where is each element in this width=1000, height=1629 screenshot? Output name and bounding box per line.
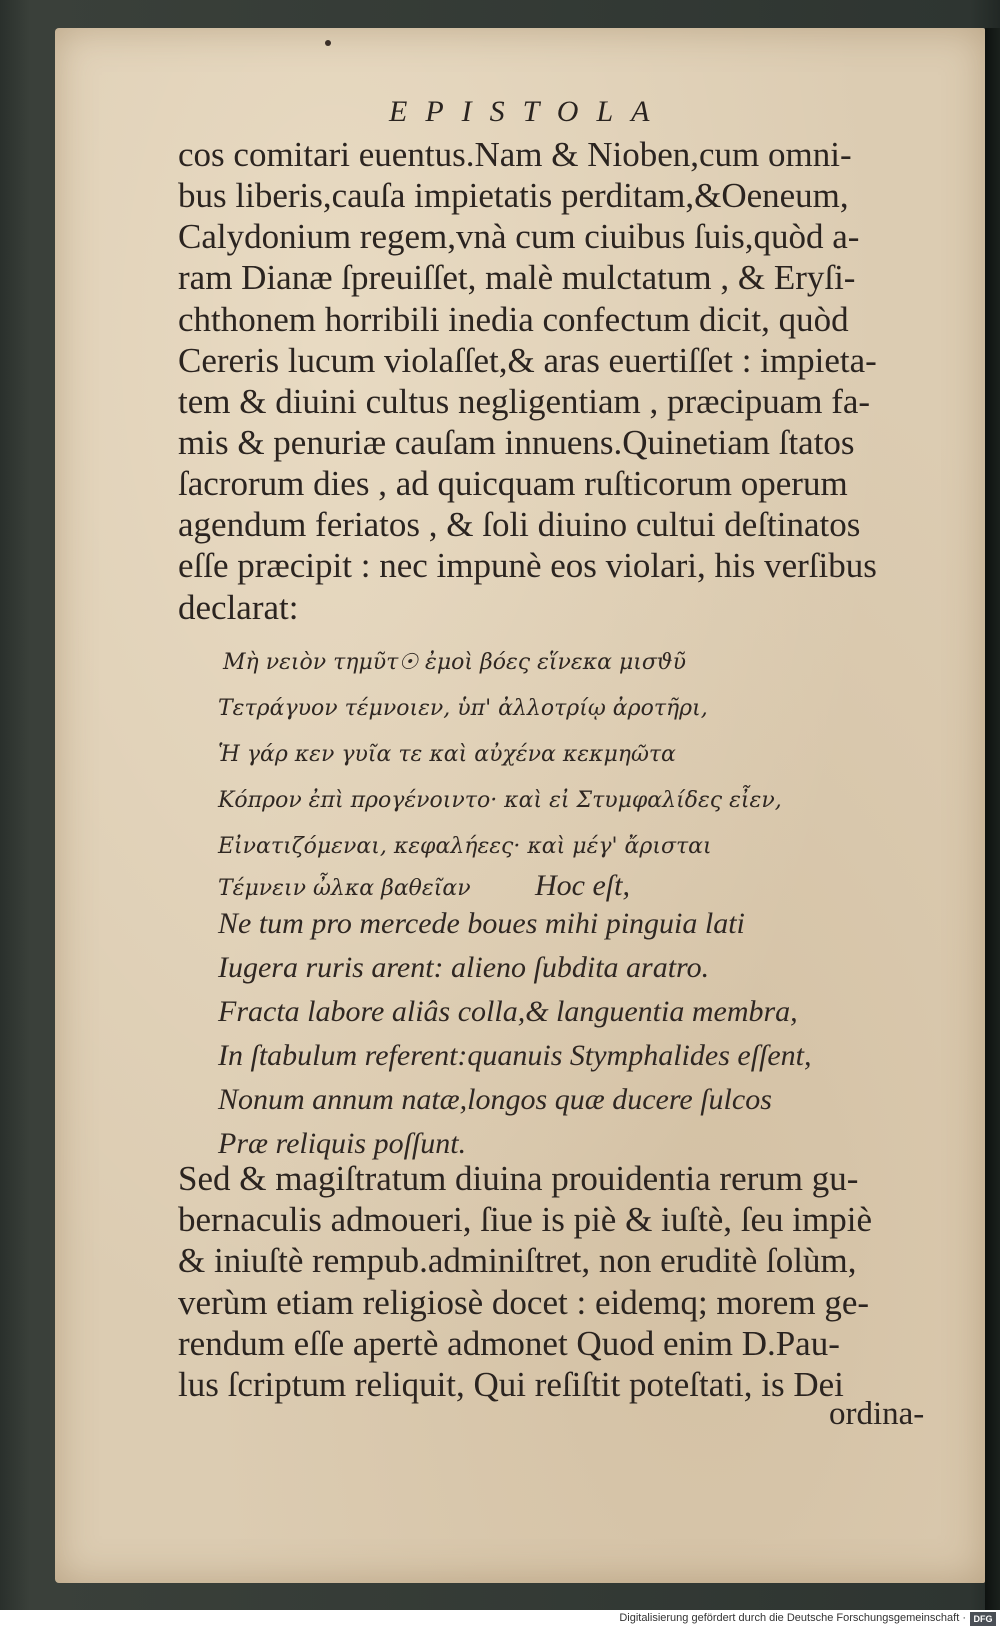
greek-verse-line: Ἡ γάρ κεν γυῖα τε καὶ αὐχένα κεκμηῶτα <box>218 742 676 767</box>
running-head: EPISTOLA <box>389 95 668 128</box>
prose-line: ram Dianæ ſpreuiſſet, malè mulctatum , & Eryſi- <box>178 258 856 297</box>
prose-line: agendum feriatos , & ſoli diuino cultui deſtinatos <box>178 505 861 544</box>
prose-line: Sed & magiſtratum diuina prouidentia rerum gu- <box>178 1159 859 1198</box>
catchword: ordina- <box>829 1396 925 1432</box>
ink-dot-mark <box>325 40 331 46</box>
greek-verse-line: Τετράγυον τέμνοιεν, ὑπ' ἀλλοτρίῳ ἀροτῆρι, <box>218 696 708 721</box>
prose-line: verùm etiam religiosè docet : eidemq; morem ge- <box>178 1283 870 1322</box>
prose-line: & iniuſtè rempub.adminiſtret, non eruditè ſolùm, <box>178 1241 857 1280</box>
greek-verse-line: Εἰνατιζόμεναι, κεφαλήεες· καὶ μέγ' ἄρισται <box>218 834 712 859</box>
digitization-footer <box>0 1610 1000 1629</box>
prose-line: declarat: <box>178 588 299 627</box>
prose-line: Calydonium regem,vnà cum ciuibus ſuis,quòd a- <box>178 217 860 256</box>
latin-verse-line: Præ reliquis poſſunt. <box>218 1127 467 1160</box>
dfg-logo-icon: DFG <box>970 1612 996 1626</box>
prose-line: ſacrorum dies , ad quicquam ruſticorum operum <box>178 464 848 503</box>
greek-verse-line: Κόπρον ἐπὶ προγένοιντο· καὶ εἰ Στυμφαλίδες εἶεν, <box>218 788 782 813</box>
greek-verse-line: Μὴ νειὸν τημῦτ☉ ἐμοὶ βόες εἵνεκα μισϑῦ <box>223 650 687 675</box>
book-binding-edge <box>985 28 1000 1610</box>
prose-line: mis & penuriæ cauſam innuens.Quinetiam ſtatos <box>178 423 855 462</box>
funding-credit: Digitalisierung gefördert durch die Deutsche Forschungsgemeinschaft · <box>619 1612 966 1624</box>
prose-line: bernaculis admoueri, ſiue is piè & iuſtè, ſeu impiè <box>178 1200 872 1239</box>
greek-verse-line: Τέμνειν ὦλκα βαθεῖαν <box>218 876 471 901</box>
prose-line: eſſe præcipit : nec impunè eos violari, his verſibus <box>178 546 877 585</box>
prose-line: lus ſcriptum reliquit, Qui reſiſtit poteſtati, is Dei <box>178 1365 844 1404</box>
prose-line: tem & diuini cultus negligentiam , præcipuam fa- <box>178 382 871 421</box>
latin-verse-line: Fracta labore aliâs colla,& languentia membra, <box>218 995 798 1028</box>
prose-line: bus liberis,cauſa impietatis perditam,&Oeneum, <box>178 176 849 215</box>
latin-verse-line: Ne tum pro mercede boues mihi pinguia lati <box>218 907 745 940</box>
prose-line: cos comitari euentus.Nam & Nioben,cum omni- <box>178 135 852 174</box>
latin-verse-line: In ſtabulum referent:quanuis Stymphalides eſſent, <box>218 1039 812 1072</box>
hoc-est-label: Hoc eſt, <box>535 869 630 902</box>
prose-line: chthonem horribili inedia confectum dicit, quòd <box>178 300 849 339</box>
latin-verse-line: Nonum annum natæ,longos quæ ducere ſulcos <box>218 1083 772 1116</box>
prose-line: Cereris lucum violaſſet,& aras euertiſſet : impieta- <box>178 341 877 380</box>
latin-verse-line: Iugera ruris arent: alieno ſubdita aratro. <box>218 951 710 984</box>
prose-line: rendum eſſe apertè admonet Quod enim D.Pau- <box>178 1324 840 1363</box>
